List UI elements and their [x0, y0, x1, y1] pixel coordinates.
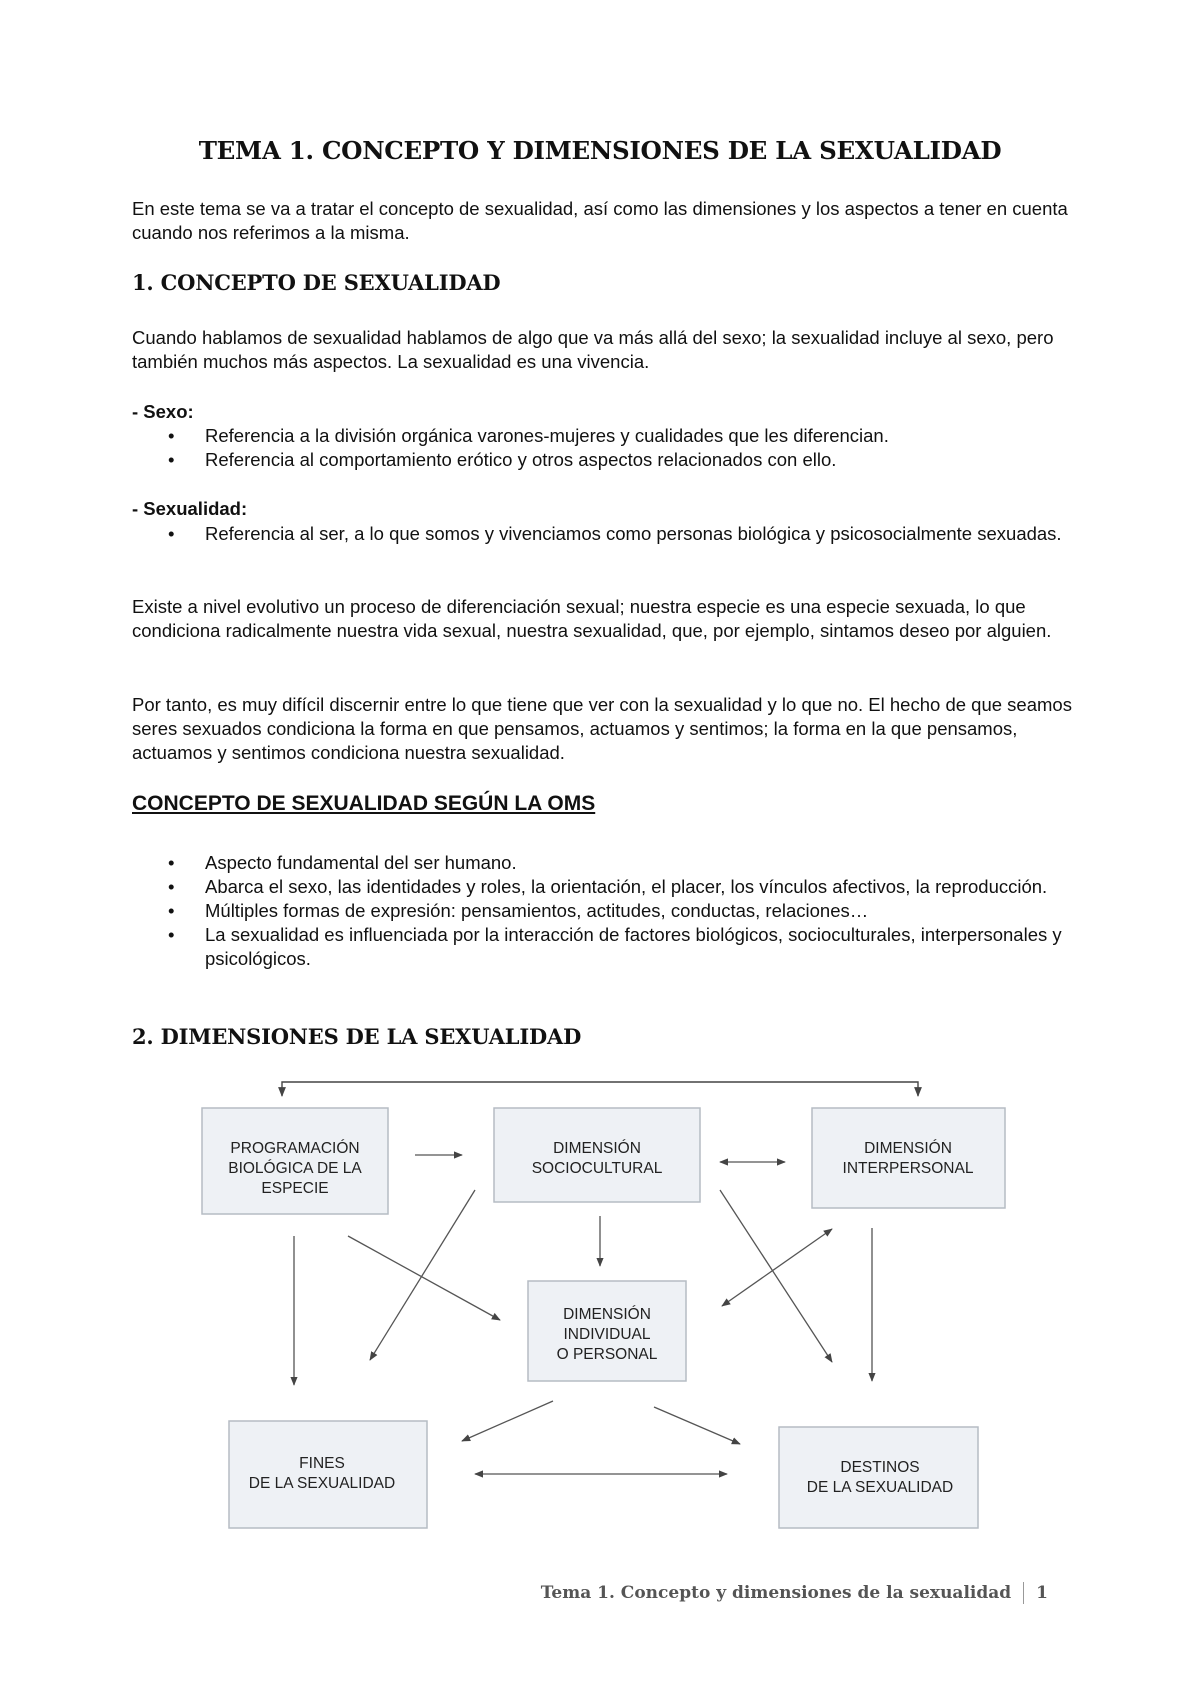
svg-text:DIMENSIÓN: DIMENSIÓN [563, 1306, 651, 1323]
arrow-individual-to-destinos [654, 1407, 740, 1444]
list-item: • Aspecto fundamental del ser humano. [168, 852, 517, 873]
bullet-icon: • [168, 852, 175, 873]
sexualidad-label: - Sexualidad: [132, 498, 248, 519]
list-item: • Múltiples formas de expresión: pensamientos, actitudes, conductas, relaciones… [168, 900, 869, 921]
top-bracket-arrow [282, 1082, 918, 1096]
dimensions-diagram [0, 1060, 1200, 1540]
bullet-icon: • [168, 425, 175, 446]
bullet-icon: • [168, 924, 175, 945]
arrow-individual-interpersonal [722, 1229, 832, 1306]
arrow-bio-to-individual [348, 1236, 500, 1320]
page-footer [541, 1582, 1048, 1604]
svg-text:DESTINOS: DESTINOS [840, 1459, 920, 1476]
box-individual [528, 1281, 686, 1381]
box-interpersonal [812, 1108, 1005, 1208]
list-item: • Referencia al ser, a lo que somos y vivenciamos como personas biológica y psicosocialmente sexuadas. [168, 523, 1062, 544]
list-item: • La sexualidad es influenciada por la interacción de factores biológicos, socioculturales, interpersonales y psicológicos. [168, 924, 1062, 969]
svg-text:INDIVIDUAL: INDIVIDUAL [563, 1326, 651, 1343]
svg-text:BIOLÓGICA DE LA: BIOLÓGICA DE LA [228, 1160, 362, 1177]
section-1-heading: 1. CONCEPTO DE SEXUALIDAD [132, 270, 501, 295]
box-destinos [779, 1427, 978, 1528]
sexualidad-list [132, 522, 1092, 546]
box-biologica [202, 1108, 388, 1214]
bullet-icon: • [168, 449, 175, 470]
svg-text:O PERSONAL: O PERSONAL [556, 1346, 658, 1363]
bullet-icon: • [168, 876, 175, 897]
section-1-paragraph: Cuando hablamos de sexualidad hablamos de algo que va más allá del sexo; la sexualidad incluye al sexo, pero también muchos más aspectos. La sexualidad es una vivencia. [132, 327, 1054, 372]
arrow-socio-to-fines [370, 1190, 475, 1360]
document-title: TEMA 1. CONCEPTO Y DIMENSIONES DE LA SEXUALIDAD [198, 136, 1002, 165]
page-number: 1 [1036, 1583, 1048, 1603]
svg-text:DIMENSIÓN: DIMENSIÓN [864, 1140, 952, 1157]
svg-text:SOCIOCULTURAL: SOCIOCULTURAL [531, 1160, 663, 1177]
svg-text:INTERPERSONAL: INTERPERSONAL [842, 1160, 974, 1177]
box-fines [229, 1421, 427, 1528]
list-item: • Referencia a la división orgánica varones-mujeres y cualidades que les diferencian. [168, 425, 889, 446]
sexo-list [132, 424, 1092, 472]
svg-text:DE LA SEXUALIDAD: DE LA SEXUALIDAD [248, 1475, 396, 1492]
arrow-socio-to-destinos [720, 1190, 832, 1362]
bullet-icon: • [168, 523, 175, 544]
oms-list [132, 851, 1092, 971]
svg-text:ESPECIE: ESPECIE [261, 1180, 329, 1197]
section-2-heading: 2. DIMENSIONES DE LA SEXUALIDAD [132, 1024, 582, 1049]
arrow-individual-to-fines [462, 1401, 553, 1441]
bullet-icon: • [168, 900, 175, 921]
svg-text:PROGRAMACIÓN: PROGRAMACIÓN [230, 1140, 360, 1157]
list-item: • Referencia al comportamiento erótico y otros aspectos relacionados con ello. [168, 449, 837, 470]
sexo-label: - Sexo: [132, 401, 194, 422]
conclusion-paragraph: Por tanto, es muy difícil discernir entre lo que tiene que ver con la sexualidad y lo que no. El hecho de que seamos seres sexuados condiciona la forma en que pensamos, actuamos y sentimos; la forma en la que pensamos, actuamos y sentimos condiciona nuestra sexualidad. [132, 694, 1072, 763]
footer-title: Tema 1. Concepto y dimensiones de la sexualidad [540, 1583, 1012, 1603]
list-item: • Abarca el sexo, las identidades y roles, la orientación, el placer, los vínculos afectivos, la reproducción. [168, 876, 1048, 897]
evolution-paragraph: Existe a nivel evolutivo un proceso de diferenciación sexual; nuestra especie es una especie sexuada, lo que condiciona radicalmente nuestra vida sexual, nuestra sexualidad, que, por ejemplo, sintamos deseo por alguien. [132, 596, 1052, 641]
footer-divider [1023, 1582, 1024, 1604]
box-sociocultural [494, 1108, 700, 1202]
oms-heading: CONCEPTO DE SEXUALIDAD SEGÚN LA OMS [132, 792, 596, 815]
svg-text:DE LA SEXUALIDAD: DE LA SEXUALIDAD [806, 1479, 954, 1496]
svg-text:FINES: FINES [299, 1455, 345, 1472]
svg-text:DIMENSIÓN: DIMENSIÓN [553, 1140, 641, 1157]
intro-paragraph: En este tema se va a tratar el concepto de sexualidad, así como las dimensiones y los aspectos a tener en cuenta cuando nos referimos a la misma. [132, 198, 1068, 243]
